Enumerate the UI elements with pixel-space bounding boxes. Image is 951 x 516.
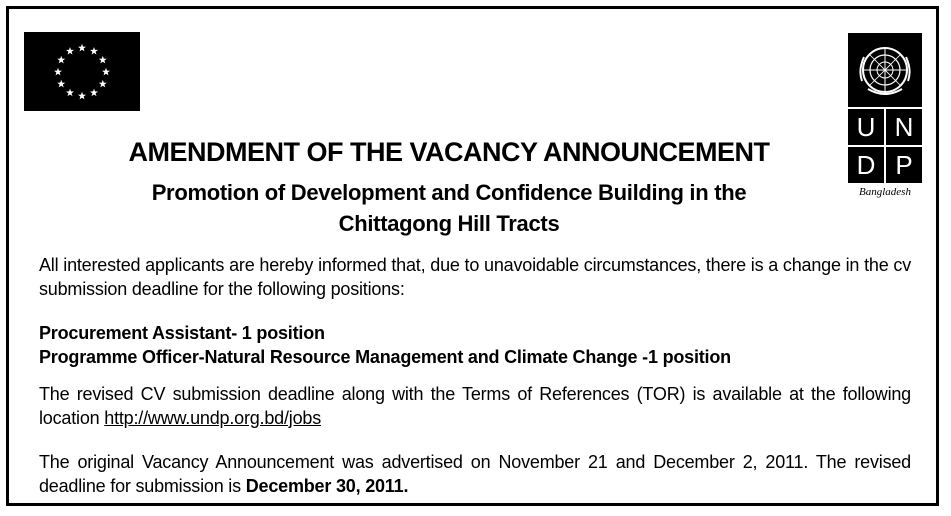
original-text: The original Vacancy Announcement was advertised on November 21 and December 2, 2011. The revised deadline for submission is [39,452,911,496]
eu-star-icon [78,92,86,100]
undp-letter-u: U [848,109,884,145]
eu-flag-icon [24,32,140,111]
undp-logo [847,33,923,203]
positions-list [39,321,731,369]
jobs-link[interactable]: http://www.undp.org.bd/jobs [104,408,322,428]
intro-paragraph: All interested applicants are hereby informed that, due to unavoidable circumstances, there is a change in the cv submission deadline for the following positions: [39,255,911,299]
position-item: Programme Officer-Natural Resource Management and Climate Change -1 position [39,347,731,367]
subtitle-line-2: Chittagong Hill Tracts [338,211,560,236]
undp-letter-n: N [886,109,922,145]
eu-star-icon [57,80,65,88]
page-title: AMENDMENT OF THE VACANCY ANNOUNCEMENT [128,137,770,167]
eu-star-icon [57,56,65,64]
eu-star-icon [99,80,107,88]
eu-star-icon [66,89,74,97]
page-subtitle [69,177,829,239]
eu-star-icon [54,68,62,76]
eu-star-icon [78,44,86,52]
un-emblem-icon [848,33,922,107]
eu-star-icon [90,89,98,97]
original-paragraph [39,450,911,498]
undp-letter-p: P [886,147,922,183]
deadline-date: December 30, 2011. [245,476,409,496]
announcement-frame [6,6,939,506]
revised-paragraph [39,382,911,430]
subtitle-line-1: Promotion of Development and Confidence Building in the [151,180,747,205]
eu-star-icon [102,68,110,76]
undp-country-label: Bangladesh [859,186,911,198]
undp-letter-d: D [848,147,884,183]
position-item: Procurement Assistant- 1 position [39,323,325,343]
eu-star-icon [66,47,74,55]
eu-star-icon [99,56,107,64]
eu-star-icon [90,47,98,55]
revised-text: The revised CV submission deadline along with the Terms of References (TOR) is available at the following location [39,384,911,428]
